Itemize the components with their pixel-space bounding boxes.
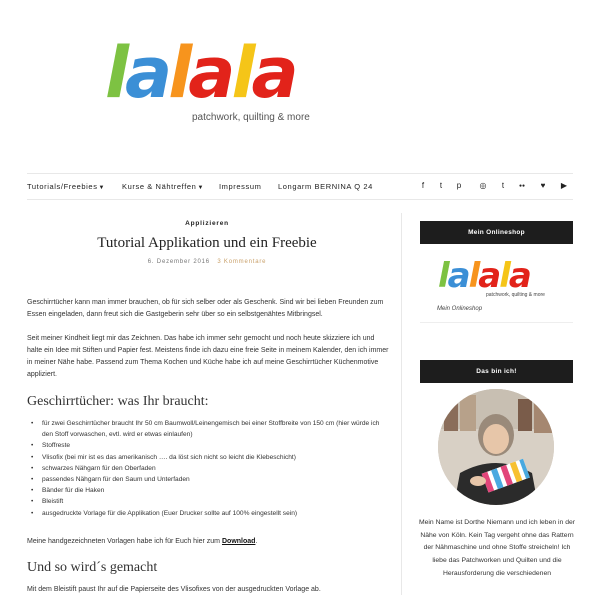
list-item: • schwarzes Nähgarn für den Oberfaden: [39, 463, 389, 474]
post-category[interactable]: Applizieren: [185, 220, 229, 227]
logo-wordmark: [105, 32, 295, 114]
logo-letter: l: [499, 256, 509, 296]
nav-item-longarm[interactable]: [278, 182, 373, 191]
list-item: • Bänder für die Haken: [39, 485, 389, 496]
list-item: • passendes Nähgarn für den Saum und Unterfaden: [39, 474, 389, 485]
nav-item-label: Kurse & Nähtreffen: [122, 182, 197, 191]
site-header: [0, 0, 600, 170]
author-bio: Mein Name ist Dorthe Niemann und ich leben in der Nähe von Köln. Kein Tag vergeht ohne das Rattern der Nähmaschine und ohne Stoffe streicheln! Ich liebe das Patchworken und Quilten und die Herausforderung die verschiedenen: [418, 519, 576, 577]
site-logo[interactable]: [105, 32, 325, 128]
download-end: .: [255, 538, 258, 545]
nav-item-label: Impressum: [219, 182, 262, 191]
flickr-icon[interactable]: ●●: [518, 183, 526, 189]
list-item: • für zwei Geschirrtücher braucht Ihr 50 cm Baumwoll/Leinengemisch bei einer Stoffbreite von 150 cm (hier würde ich den Stoff vorwaschen, evtl. wird er etwas einlaufen): [39, 418, 389, 440]
nav-item-label: Tutorials/Freebies: [27, 182, 98, 191]
section-heading-materials: Geschirrtücher: was Ihr braucht:: [27, 394, 209, 409]
download-paragraph: [27, 536, 389, 548]
author-photo-illustration: [438, 389, 554, 505]
chevron-down-icon: ▼: [197, 185, 204, 191]
materials-list: [39, 418, 389, 519]
twitter-icon[interactable]: t: [439, 181, 443, 190]
list-item: • ausgedruckte Vorlage für die Applikation (Euer Drucker sollte auf 100% eingestellt sein): [39, 508, 389, 519]
list-item: • Bleistift: [39, 496, 389, 507]
widget-title-about: Das bin ich!: [420, 360, 573, 383]
list-item: • Stoffreste: [39, 440, 389, 451]
logo-letter: l: [168, 32, 189, 114]
post-title[interactable]: Tutorial Applikation und ein Freebie: [97, 235, 317, 251]
post-meta: [27, 259, 387, 265]
logo-letter: a: [188, 32, 232, 114]
nav-item-tutorials[interactable]: [27, 182, 105, 191]
logo-letter: a: [478, 256, 500, 296]
column-divider: [401, 213, 402, 595]
nav-item-impressum[interactable]: [219, 182, 262, 191]
logo-letter: a: [251, 32, 295, 114]
post-date: 6. Dezember 2016: [147, 259, 210, 265]
logo-letter: l: [438, 256, 448, 296]
download-link[interactable]: Download: [221, 538, 256, 545]
logo-letter: l: [468, 256, 479, 296]
chevron-down-icon: ▼: [98, 185, 106, 191]
logo-letter: l: [231, 32, 252, 114]
post-intro: Geschirrtücher kann man immer brauchen, ob für sich selber oder als Geschenk. Sind wir bei lieben Freunden zum Essen eingeladen, dann freut sich die Gastgeberin sehr über so ein selbstgenähtes Mitbringsel.: [27, 299, 384, 318]
shop-logo-tagline: patchwork, quilting & more: [486, 292, 545, 298]
post-comments-link[interactable]: 3 Kommentare: [217, 259, 267, 265]
youtube-icon[interactable]: ▶: [560, 181, 568, 190]
logo-letter: a: [447, 256, 469, 296]
nav-item-label: Longarm BERNINA Q 24: [278, 182, 373, 191]
post-paragraph: Seit meiner Kindheit liegt mir das Zeichnen. Das habe ich immer sehr gemocht und noch heute skizziere ich und halte ein Idee mit Stiften und Papier fest. Meistens finde ich dazu eine freie Seite in meinem Kalender, den ich immer in meiner Nähe habe. Passend zum Thema Kochen und Küche habe ich auf meine Geschirrtücher Küchenmotive appliziert.: [27, 335, 389, 378]
shop-logo[interactable]: [438, 258, 558, 303]
shop-caption[interactable]: Mein Onlineshop: [437, 306, 483, 312]
logo-letter: l: [105, 32, 125, 114]
divider: [420, 322, 573, 323]
tumblr-icon[interactable]: t: [501, 181, 505, 190]
section-heading-howto: Und so wird´s gemacht: [27, 560, 158, 575]
author-photo: [438, 389, 554, 505]
logo-letter: a: [508, 256, 530, 296]
pinterest-icon[interactable]: p: [456, 181, 462, 190]
post-paragraph-howto: Mit dem Bleistift paust Ihr auf die Papierseite des Vlisofixes von der ausgedruckten Vorlage ab.: [27, 586, 321, 593]
main-navigation: [27, 173, 573, 200]
list-item: • Vlisofix (bei mir ist es das amerikanisch …. da löst sich nicht so leicht die Klebeschicht): [39, 452, 389, 463]
widget-title-shop: Mein Onlineshop: [420, 221, 573, 244]
instagram-icon[interactable]: ◎: [479, 181, 487, 190]
facebook-icon[interactable]: f: [421, 181, 425, 190]
download-text: Meine handgezeichneten Vorlagen habe ich für Euch hier zum: [27, 538, 221, 545]
shop-logo-wordmark: [438, 258, 558, 294]
heart-icon[interactable]: ♥: [540, 181, 546, 190]
logo-letter: a: [125, 32, 169, 114]
logo-tagline: patchwork, quilting & more: [192, 112, 310, 123]
nav-item-kurse[interactable]: [122, 182, 204, 191]
